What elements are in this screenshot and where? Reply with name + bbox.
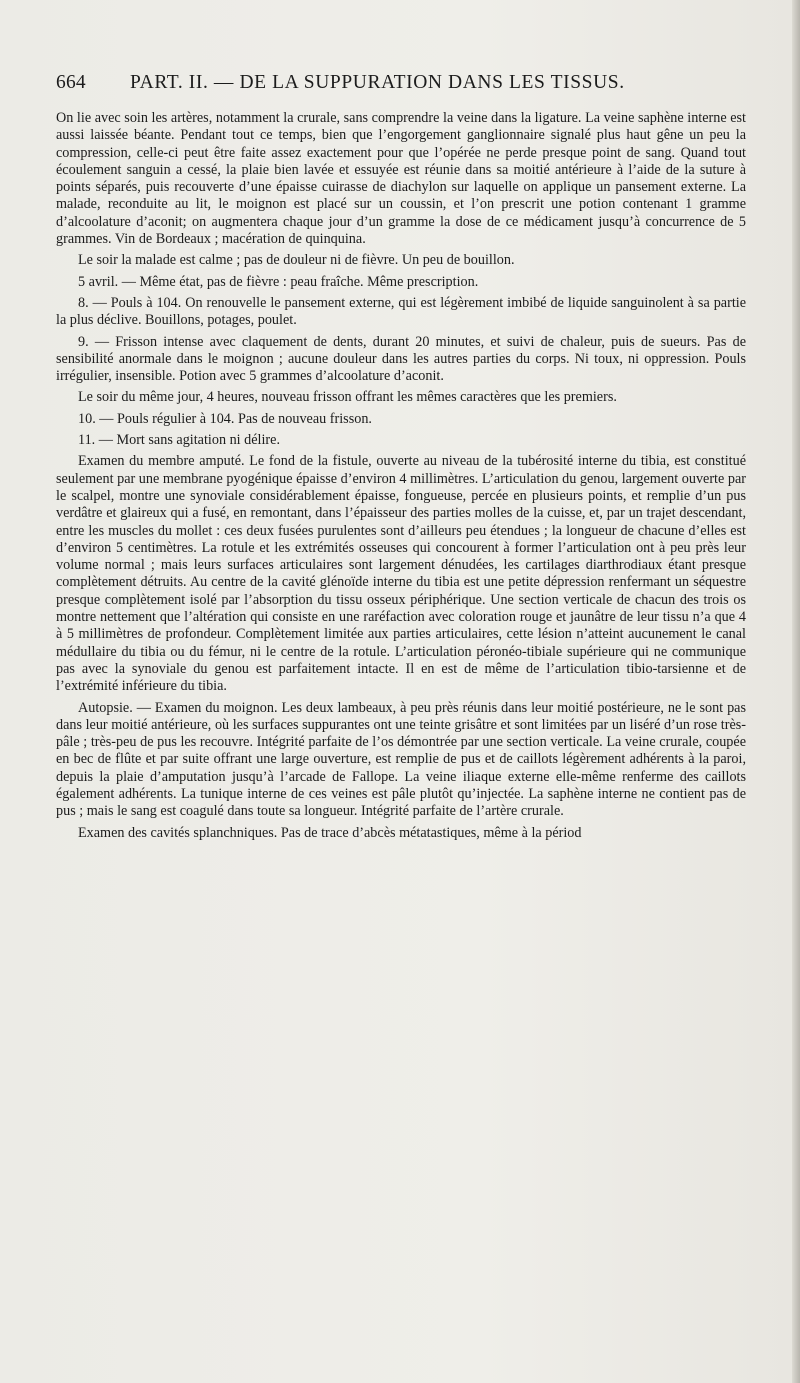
page-header [56, 72, 746, 98]
paragraph-april-5: 5 avril. — Même état, pas de fièvre : peau fraîche. Même prescription. [78, 273, 479, 290]
running-title: PART. II. — DE LA SUPPURATION DANS LES TISSUS. [130, 72, 625, 93]
paragraph-day-9: 9. — Frisson intense avec claquement de dents, durant 20 minutes, et suivi de chaleur, puis de sueurs. Pas de sensibilité anormale dans le moignon ; aucune douleur dans les autres parties du corps. Ni toux, ni oppression. Pouls irrégulier, insensible. Potion avec 5 grammes d’alcoolature d’aconit. [56, 333, 746, 385]
page-number: 664 [56, 72, 86, 93]
paragraph-evening: Le soir la malade est calme ; pas de douleur ni de fièvre. Un peu de bouillon. [78, 252, 515, 269]
paragraph-day-8: 8. — Pouls à 104. On renouvelle le pansement externe, qui est légèrement imbibé de liquide sanguinolent à sa partie la plus déclive. Bouillons, potages, poulet. [56, 294, 746, 329]
paragraph-operation: On lie avec soin les artères, notamment la crurale, sans comprendre la veine dans la ligature. La veine saphène interne est aussi laissée béante. Pendant tout ce temps, bien que l’engorgement ganglionnaire signalé plus haut gêne un peu la compression, celle-ci peut être faite assez exactement pour que l’opérée ne perde presque point de sang. Quand tout écoulement sanguin a cessé, la plaie bien lavée et essuyée est réunie dans sa moitié antérieure à l’aide de la suture à points séparés, puis recouverte d’une épaisse cuirasse de diachylon sur laquelle on applique un pansement externe. La malade, reconduite au lit, le moignon est placé sur un coussin, et l’on prescrit une potion contenant 1 gramme d’alcoolature d’aconit; on augmentera chaque jour d’un gramme la dose de ce médicament jusqu’à concurrence de 5 grammes. Vin de Bordeaux ; macération de quinquina. [56, 110, 746, 248]
paragraph-cavities: Examen des cavités splanchniques. Pas de trace d’abcès métatastiques, même à la périod [78, 824, 582, 841]
body-text [56, 110, 746, 846]
paragraph-day-11: 11. — Mort sans agitation ni délire. [78, 432, 281, 449]
paragraph-day-10: 10. — Pouls régulier à 104. Pas de nouveau frisson. [78, 410, 372, 427]
paragraph-limb-exam: Examen du membre amputé. Le fond de la fistule, ouverte au niveau de la tubérosité interne du tibia, est constitué seulement par une membrane pyogénique épaisse d’environ 4 millimètres. L’articulation du genou, largement ouverte par le scalpel, montre une synoviale considérablement épaisse, fongueuse, percée en plusieurs points, et remplie d’un pus verdâtre et glaireux qui a fusé, en remontant, dans l’épaisseur des parties molles de la cuisse, et, par un trajet descendant, entre les muscles du mollet : ces deux fusées purulentes sont d’ailleurs peu étendues ; la longueur de chacune d’elles est d’environ 5 centimètres. La rotule et les extrémités osseuses qui concourent à former l’articulation ont à peu près leur volume normal ; mais leurs surfaces articulaires sont largement dénudées, les cartilages diarthrodiaux étant presque complètement détruits. Au centre de la cavité glénoïde interne du tibia est une petite dépression renfermant un séquestre presque complètement isolé par l’absorption du tissu osseux périphérique. Une section verticale de chacun des trois os montre nettement que l’altération qui consiste en une raréfaction avec coloration rouge et jaunâtre de leur tissu n’a que 4 à 5 millimètres de profondeur. Complètement limitée aux parties articulaires, cette lésion n’atteint aucunement le canal médullaire du tibia ou du fémur, ni le centre de la rotule. L’articulation péronéo-tibiale supérieure qui ne communique pas avec la synoviale du genou est parfaitement intacte. Il en est de même de l’articulation tibio-tarsienne et de l’extrémité inférieure du tibia. [56, 453, 746, 695]
paragraph-autopsy: Autopsie. — Examen du moignon. Les deux lambeaux, à peu près réunis dans leur moitié postérieure, ne le sont pas dans leur moitié antérieure, où les surfaces suppurantes ont une teinte grisâtre et sont limitées par un liséré d’un rose très-pâle ; très-peu de pus les recouvre. Intégrité parfaite de l’os démontrée par une section verticale. La veine crurale, coupée en bec de flûte et par suite offrant une large ouverture, est remplie de pus et de caillots légèrement adhérents à la paroi, depuis la plaie d’amputation jusqu’à l’arcade de Fallope. La veine iliaque externe elle-même renferme des caillots également adhérents. La tunique interne de ces veines est pâle plutôt qu’injectée. La saphène interne ne contient pas de pus ; mais le sang est coagulé dans toute sa longueur. Intégrité parfaite de l’artère crurale. [56, 699, 746, 820]
paragraph-evening-chill: Le soir du même jour, 4 heures, nouveau frisson offrant les mêmes caractères que les premiers. [78, 389, 617, 406]
page-edge-shadow [792, 0, 800, 1383]
